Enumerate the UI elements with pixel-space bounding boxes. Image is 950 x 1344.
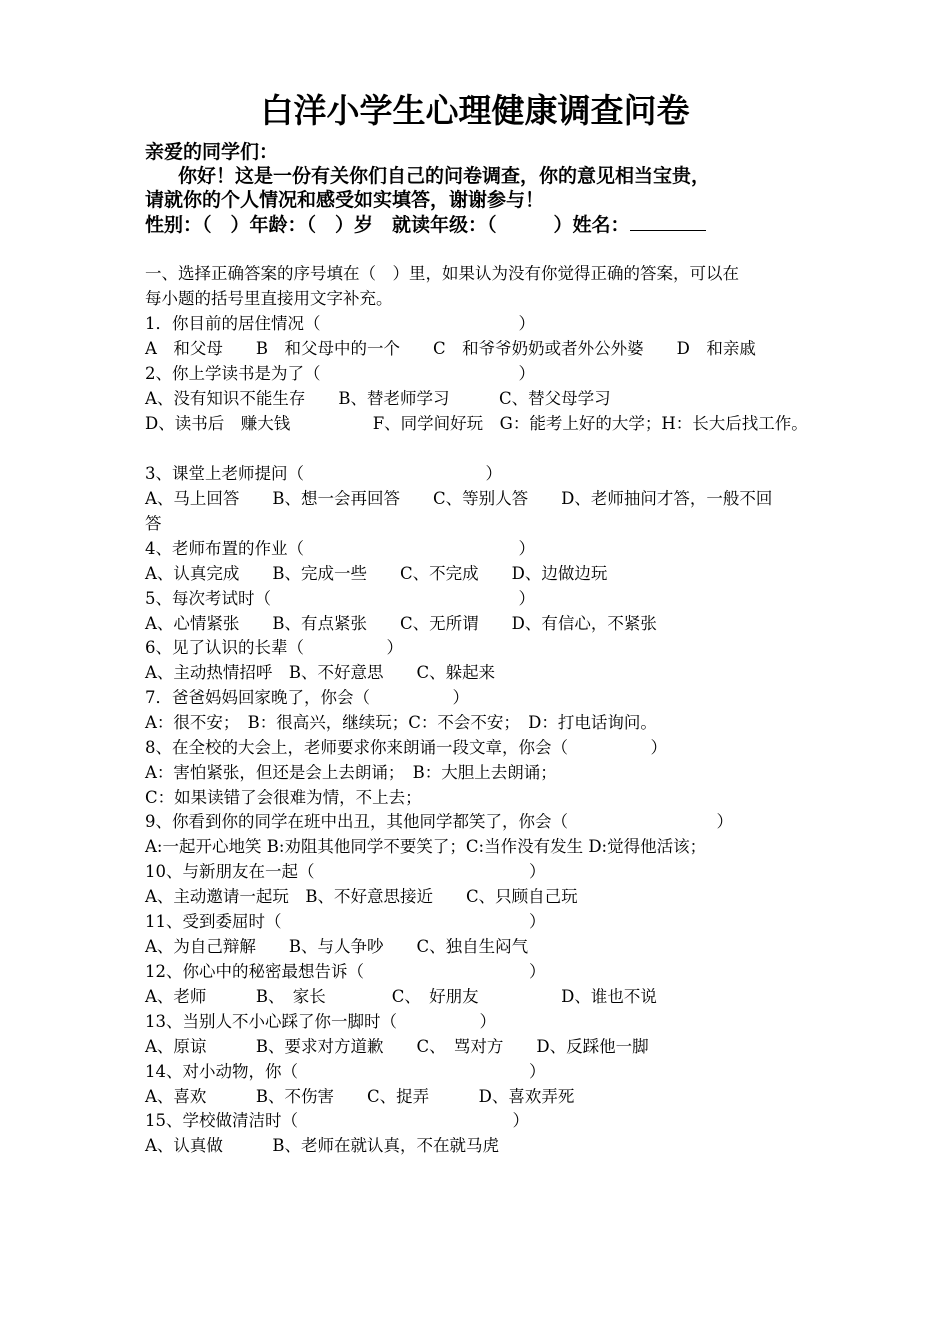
info-line [145, 212, 706, 237]
intro-line-2: 请就你的个人情况和感受如实填答，谢谢参与！ [145, 189, 545, 211]
question-line: 答 [145, 514, 162, 533]
question-line: 6、见了认识的长辈（ ） [145, 638, 403, 657]
question-line: A、主动邀请一起玩 B、不好意思接近 C、只顾自己玩 [145, 887, 578, 906]
question-line: D、读书后 赚大钱 F、同学间好玩 G：能考上好的大学；H：长大后找工作。 [145, 414, 808, 433]
question-line: A、心情紧张 B、有点紧张 C、无所谓 D、有信心，不紧张 [145, 614, 657, 633]
info-fields: 性别：（ ）年龄：（ ）岁 就读年级：（ ）姓名： [145, 214, 630, 236]
question-line: 3、课堂上老师提问（ ） [145, 464, 502, 483]
question-line: 11、受到委屈时（ ） [145, 912, 546, 931]
name-blank[interactable] [630, 212, 706, 231]
question-line: 1．你目前的居住情况（ ） [145, 314, 535, 333]
intro-line-1: 你好！这是一份有关你们自己的问卷调查，你的意见相当宝贵， [178, 165, 711, 187]
question-line: A:一起开心地笑 B:劝阻其他同学不要笑了；C:当作没有发生 D:觉得他活该； [145, 837, 707, 856]
question-line: A、没有知识不能生存 B、替老师学习 C、替父母学习 [145, 389, 611, 408]
question-line: 12、你心中的秘密最想告诉（ ） [145, 962, 546, 981]
instructions-line-2: 每小题的括号里直接用文字补充。 [145, 289, 393, 308]
question-line: 8、在全校的大会上，老师要求你来朗诵一段文章，你会（ ） [145, 738, 667, 757]
question-line: A、喜欢 B、不伤害 C、捉弄 D、喜欢弄死 [145, 1087, 575, 1106]
question-line: A、为自己辩解 B、与人争吵 C、独自生闷气 [145, 937, 529, 956]
question-line: A、马上回答 B、想一会再回答 C、等别人答 D、老师抽问才答，一般不回 [145, 489, 773, 508]
question-line: A、原谅 B、要求对方道歉 C、 骂对方 D、反踩他一脚 [145, 1037, 649, 1056]
question-line: A、认真做 B、老师在就认真，不在就马虎 [145, 1136, 500, 1155]
instructions-line-1: 一、选择正确答案的序号填在（ ）里，如果认为没有你觉得正确的答案，可以在 [145, 264, 739, 283]
page-title: 白洋小学生心理健康调查问卷 [260, 91, 690, 130]
question-line: 2、你上学读书是为了（ ） [145, 364, 535, 383]
question-line: A、老师 B、 家长 C、 好朋友 D、谁也不说 [145, 987, 657, 1006]
question-line: 7．爸爸妈妈回家晚了，你会（ ） [145, 688, 469, 707]
question-line: C：如果读错了会很难为情，不上去； [145, 788, 422, 807]
question-line: 15、学校做清洁时（ ） [145, 1111, 529, 1130]
question-line: 5、每次考试时（ ） [145, 589, 535, 608]
greeting: 亲爱的同学们： [145, 141, 279, 163]
question-line: A、主动热情招呼 B、不好意思 C、躲起来 [145, 663, 496, 682]
question-line: 9、你看到你的同学在班中出丑，其他同学都笑了，你会（ ） [145, 812, 733, 831]
question-line: 14、对小动物，你（ ） [145, 1062, 546, 1081]
question-line: 13、当别人不小心踩了你一脚时（ ） [145, 1012, 496, 1031]
question-line: 4、老师布置的作业（ ） [145, 539, 535, 558]
question-line: A：很不安； B：很高兴，继续玩；C：不会不安； D：打电话询问。 [145, 713, 657, 732]
question-line: 10、与新朋友在一起（ ） [145, 862, 546, 881]
question-line: A 和父母 B 和父母中的一个 C 和爷爷奶奶或者外公外婆 D 和亲戚 [145, 339, 756, 358]
question-line: A：害怕紧张，但还是会上去朗诵； B：大胆上去朗诵； [145, 763, 557, 782]
question-line: A、认真完成 B、完成一些 C、不完成 D、边做边玩 [145, 564, 608, 583]
